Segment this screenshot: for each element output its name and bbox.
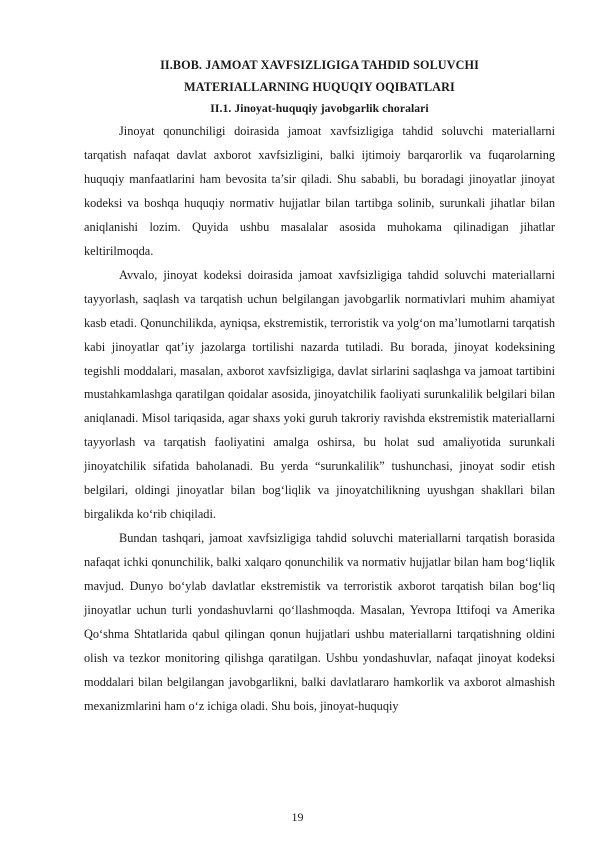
- section-title: II.1. Jinoyat-huquqiy javobgarlik choralari: [210, 102, 429, 115]
- paragraph-2-text: Avvalo, jinoyat kodeksi doirasida jamoat xavfsizligiga tahdid soluvchi materiallarni tayyorlash, saqlash va tarqatish uchun belgilangan javobgarlik normativlari muhim ahamiyat kasb etadi. Qonunchilikda, ayniqsa, ekstremistik, terroristik va yolg‘on ma’lumotlarni tarqatish kabi jinoyatlar qat’iy jazolarga tortilishi nazarda tutiladi. Bu borada, jinoyat kodeksining tegishli moddalari, masalan, axborot xavfsizligiga, davlat sirlarini saqlashga va jamoat tartibini mustahkamlashga qaratilgan qoidalar asosida, jinoyatchilik faoliyati surunkalilik belgilari bilan aniqlanadi. Misol tariqasida, agar shaxs yoki guruh takroriy ravishda ekstremistik materiallarni tayyorlash va tarqatish faoliyatini amalga oshirsa, bu holat sud amaliyotida surunkali jinoyatchilik sifatida baholanadi. Bu yerda “surunkalilik” tushunchasi, jinoyat sodir etish belgilari, oldingi jinoyatlar bilan bog‘liqlik va jinoyatchilikning uyushgan shakllari bilan birgalikda ko‘rib chiqiladi.: [84, 267, 555, 522]
- paragraph-3-text: Bundan tashqari, jamoat xavfsizligiga tahdid soluvchi materiallarni tarqatish borasida nafaqat ichki qonunchilik, balki xalqaro qonunchilik va normativ hujjatlar bilan ham bog‘liqlik mavjud. Dunyo bo‘ylab davlatlar ekstremistik va terroristik axborot tarqatish bilan bog‘liq jinoyatlar uchun turli yondashuvlarni qo‘llashmoqda. Masalan, Yevropa Ittifoqi va Amerika Qo‘shma Shtatlarida qabul qilingan qonun hujjatlari ushbu materiallarni tarqatishning oldini olish va tezkor monitoring qilishga qaratilgan. Ushbu yondashuvlar, nafaqat jinoyat kodeksi moddalari bilan belgilangan javobgarlikni, balki davlatlararo hamkorlik va axborot almashish mexanizmlarini ham o‘z ichiga oladi. Shu bois, jinoyat-huquqiy: [84, 531, 555, 713]
- paragraph-1: [84, 120, 555, 264]
- page-content: [84, 54, 555, 719]
- paragraph-1-text: Jinoyat qonunchiligi doirasida jamoat xavfsizligiga tahdid soluvchi materiallarni tarqatish nafaqat davlat axborot xavfsizligini, balki ijtimoiy barqarorlik va fuqarolarning huquqiy manfaatlarini ham bevosita ta’sir qiladi. Shu sababli, bu boradagi jinoyatlar jinoyat kodeksi va boshqa huquqiy normativ hujjatlar bilan tartibga solinib, surunkali jihatlar bilan aniqlanishi lozim. Quyida ushbu masalalar asosida muhokama qilinadigan jihatlar keltirilmoqda.: [84, 124, 555, 258]
- page-number: 19: [291, 810, 304, 824]
- chapter-title-line-2: MATERIALLARNING HUQUQIY OQIBATLARI: [184, 80, 455, 94]
- chapter-title-line-1: II.BOB. JAMOAT XAVFSIZLIGIGA TAHDID SOLUVCHI: [160, 58, 479, 72]
- paragraph-3: [84, 527, 555, 719]
- paragraph-2: [84, 264, 555, 527]
